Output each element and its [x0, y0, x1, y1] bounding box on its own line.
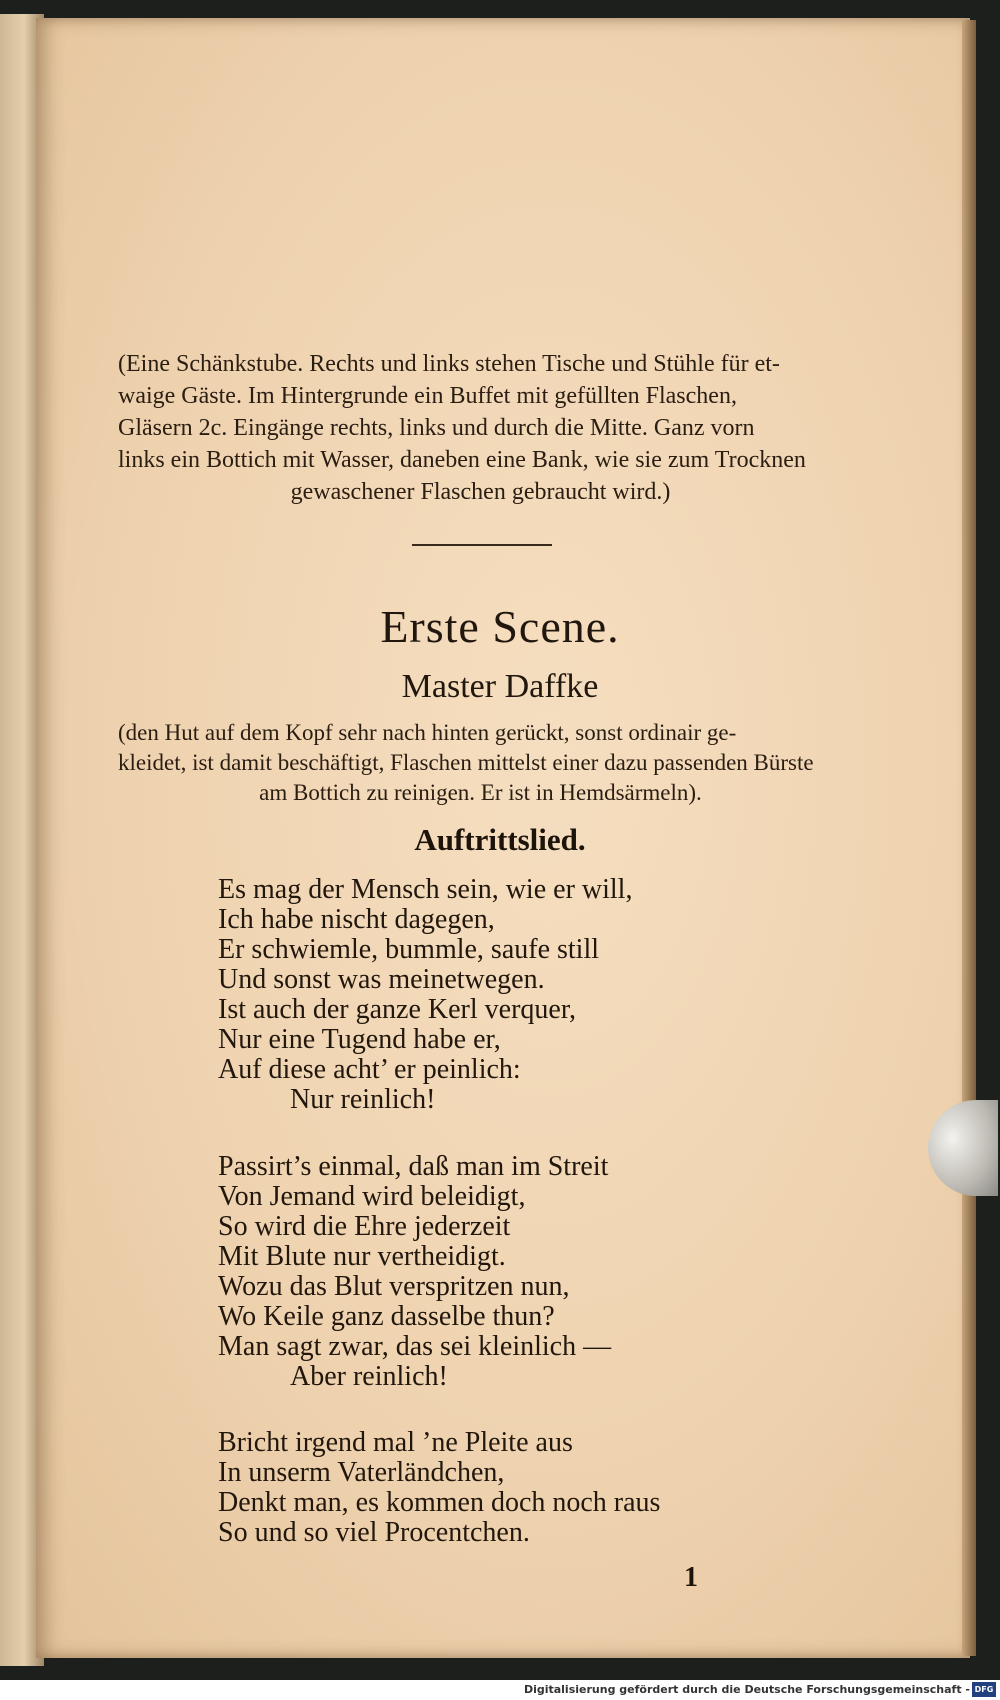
page-number: 1 [684, 1562, 698, 1593]
speaker-description-line: (den Hut auf dem Kopf sehr nach hinten gerückt, sonst ordinair ge- [118, 720, 737, 745]
section-divider [412, 544, 552, 546]
speaker-description-line: am Bottich zu reinigen. Er ist in Hemdsärmeln). [259, 780, 702, 805]
verse-refrain: Aber reinlich! [290, 1361, 448, 1392]
verse-line: Man sagt zwar, das sei kleinlich — [218, 1331, 612, 1362]
stage-direction-line: waige Gäste. Im Hintergrunde ein Buffet mit gefüllten Flaschen, [118, 383, 737, 409]
scene-title: Erste Scene. [380, 601, 620, 652]
song-title: Auftrittslied. [414, 822, 586, 857]
verse-line: Von Jemand wird beleidigt, [218, 1181, 526, 1212]
footer-credit: Digitalisierung gefördert durch die Deutsche Forschungsgemeinschaft - [523, 1683, 970, 1696]
verse-line: So und so viel Procentchen. [218, 1517, 530, 1548]
verse-line: In unserm Vaterländchen, [218, 1457, 505, 1488]
verse-line: Bricht irgend mal ’ne Pleite aus [218, 1427, 573, 1458]
stage-direction-line: Gläsern 2c. Eingänge rechts, links und durch die Mitte. Ganz vorn [118, 415, 755, 441]
verse-refrain: Nur reinlich! [290, 1084, 436, 1115]
verse-line: Auf diese acht’ er peinlich: [218, 1054, 521, 1085]
verse-3 [218, 1428, 738, 1548]
stage-direction-line: links ein Bottich mit Wasser, daneben eine Bank, wie sie zum Trocknen [118, 447, 806, 473]
verse-line: Mit Blute nur vertheidigt. [218, 1241, 506, 1272]
verse-line: Ich habe nischt dagegen, [218, 904, 495, 935]
verse-line: Wo Keile ganz dasselbe thun? [218, 1301, 555, 1332]
stage-direction-line: gewaschener Flaschen gebraucht wird.) [290, 479, 671, 505]
verse-line: Denkt man, es kommen doch noch raus [218, 1487, 661, 1518]
stage-direction [118, 348, 843, 508]
footer-bar [0, 1680, 1000, 1700]
verse-line: Es mag der Mensch sein, wie er will, [218, 874, 633, 905]
dfg-logo: DFG [972, 1682, 996, 1697]
verse-1 [218, 875, 738, 1115]
speaker-name: Master Daffke [401, 668, 599, 705]
verse-line: Ist auch der ganze Kerl verquer, [218, 994, 577, 1025]
verse-line: Und sonst was meinetwegen. [218, 964, 545, 995]
speaker-description [118, 718, 843, 808]
verse-line: So wird die Ehre jederzeit [218, 1211, 511, 1242]
speaker-description-line: kleidet, ist damit beschäftigt, Flaschen mittelst einer dazu passenden Bürste [118, 750, 814, 775]
verse-line: Wozu das Blut verspritzen nun, [218, 1271, 570, 1302]
verse-2 [218, 1152, 738, 1392]
stage-direction-line: (Eine Schänkstube. Rechts und links stehen Tische und Stühle für et- [118, 351, 780, 377]
verse-line: Er schwiemle, bummle, saufe still [218, 934, 600, 965]
verse-line: Passirt’s einmal, daß man im Streit [218, 1151, 609, 1182]
verse-line: Nur eine Tugend habe er, [218, 1024, 501, 1055]
